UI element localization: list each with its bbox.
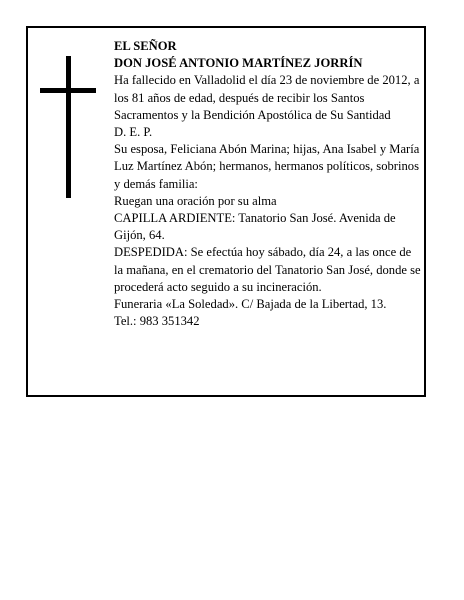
- family-text: Su esposa, Feliciana Abón Marina; hijas, Ana Isabel y María Luz Martínez Abón; hermanos, hermanos políticos, sobrinos y demás familia:: [114, 142, 420, 191]
- prayer-request: Ruegan una oración por su alma: [114, 193, 277, 208]
- notice-title-line1: EL SEÑOR: [114, 39, 177, 53]
- rip-text: D. E. P.: [114, 125, 153, 140]
- death-info: Ha fallecido en Valladolid el día 23 de noviembre de 2012, a los 81 años de edad, después de recibir los Santos Sacramentos y la Bendición Apostólica de Su Santidad: [114, 73, 420, 122]
- cross-horizontal-bar: [40, 88, 96, 93]
- cross-vertical-bar: [66, 56, 71, 198]
- obituary-notice: [26, 26, 426, 397]
- notice-title-line2: DON JOSÉ ANTONIO MARTÍNEZ JORRÍN: [114, 56, 363, 71]
- funeral-home-info: Funeraria «La Soledad». C/ Bajada de la Libertad, 13.: [114, 297, 387, 312]
- chapel-info: CAPILLA ARDIENTE: Tanatorio San José. Avenida de Gijón, 64.: [114, 211, 396, 243]
- phone-info: Tel.: 983 351342: [114, 314, 200, 329]
- farewell-info: DESPEDIDA: Se efectúa hoy sábado, día 24, a las once de la mañana, en el crematorio del Tanatorio San José, donde se procederá acto seguido a su incineración.: [114, 245, 421, 294]
- cross-icon: [40, 56, 96, 198]
- notice-text: [114, 38, 422, 330]
